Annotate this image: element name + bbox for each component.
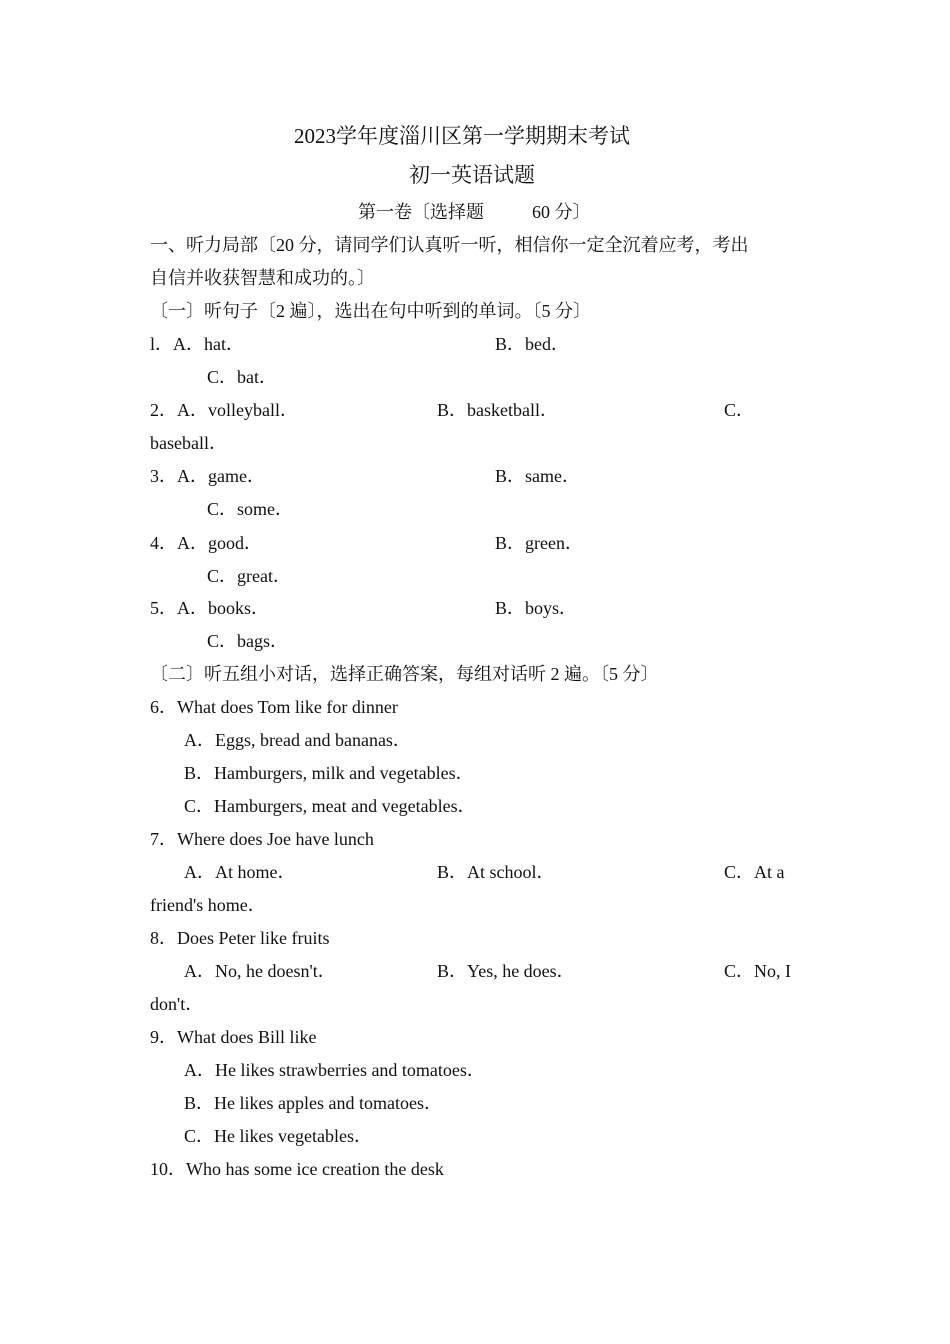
- q3-option-c: C．some．: [207, 499, 294, 519]
- q4-option-c: C．great．: [207, 566, 291, 586]
- q1-option-a: l．A．hat．: [150, 334, 244, 354]
- q7-option-a: A．At home．: [184, 862, 296, 882]
- q1-option-c: C．bat．: [207, 367, 277, 387]
- q8-option-c: C．No, I: [724, 961, 791, 981]
- exam-subtitle: 初一英语试题: [409, 163, 535, 187]
- q2-option-b: B．basketball．: [437, 400, 558, 420]
- section2-heading: 〔二〕听五组小对话，选择正确答案，每组对话听 2 遍。〔5 分〕: [150, 664, 659, 684]
- q9-question: 9．What does Bill like: [150, 1027, 317, 1047]
- volume-score: 60 分〕: [532, 202, 591, 222]
- q5-option-b: B．boys．: [495, 598, 578, 618]
- q2-option-c: C．: [724, 400, 755, 420]
- q1-option-b: B．bed．: [495, 334, 569, 354]
- part1-heading: 一、听力局部〔20 分，请同学们认真听一听，相信你一定全沉着应考，考出: [150, 235, 749, 255]
- q7-option-b: B．At school．: [437, 862, 555, 882]
- q9-option-c: C．He likes vegetables．: [184, 1126, 372, 1146]
- q7-question: 7．Where does Joe have lunch: [150, 829, 374, 849]
- q7-option-c: C．At a: [724, 862, 785, 882]
- q6-option-c: C．Hamburgers, meat and vegetables．: [184, 796, 476, 816]
- part1-heading-cont: 自信并收获智慧和成功的。〕: [150, 268, 375, 288]
- q9-option-b: B．He likes apples and tomatoes．: [184, 1093, 442, 1113]
- q8-option-a: A．No, he doesn't．: [184, 961, 336, 981]
- q2-option-a: 2．A．volleyball．: [150, 400, 298, 420]
- q8-option-b: B．Yes, he does．: [437, 961, 575, 981]
- q8-question: 8．Does Peter like fruits: [150, 928, 330, 948]
- exam-title: 2023学年度淄川区第一学期期末考试: [294, 124, 630, 148]
- q5-option-a: 5．A．books．: [150, 598, 270, 618]
- q2-option-c-cont: baseball．: [150, 433, 227, 453]
- q4-option-b: B．green．: [495, 533, 583, 553]
- q9-option-a: A．He likes strawberries and tomatoes．: [184, 1060, 485, 1080]
- q3-option-b: B．same．: [495, 466, 580, 486]
- q10-question: 10．Who has some ice creation the desk: [150, 1159, 444, 1179]
- q6-option-b: B．Hamburgers, milk and vegetables．: [184, 763, 474, 783]
- volume-heading: 第一卷〔选择题: [358, 202, 484, 222]
- q6-question: 6．What does Tom like for dinner: [150, 697, 398, 717]
- q8-option-c-cont: don't．: [150, 994, 204, 1014]
- section1-heading: 〔一〕听句子〔2 遍〕，选出在句中听到的单词。〔5 分〕: [150, 301, 591, 321]
- q3-option-a: 3．A．game．: [150, 466, 265, 486]
- q6-option-a: A．Eggs, bread and bananas．: [184, 730, 411, 750]
- q7-option-c-cont: friend's home．: [150, 895, 266, 915]
- q5-option-c: C．bags．: [207, 631, 288, 651]
- q4-option-a: 4．A．good．: [150, 533, 262, 553]
